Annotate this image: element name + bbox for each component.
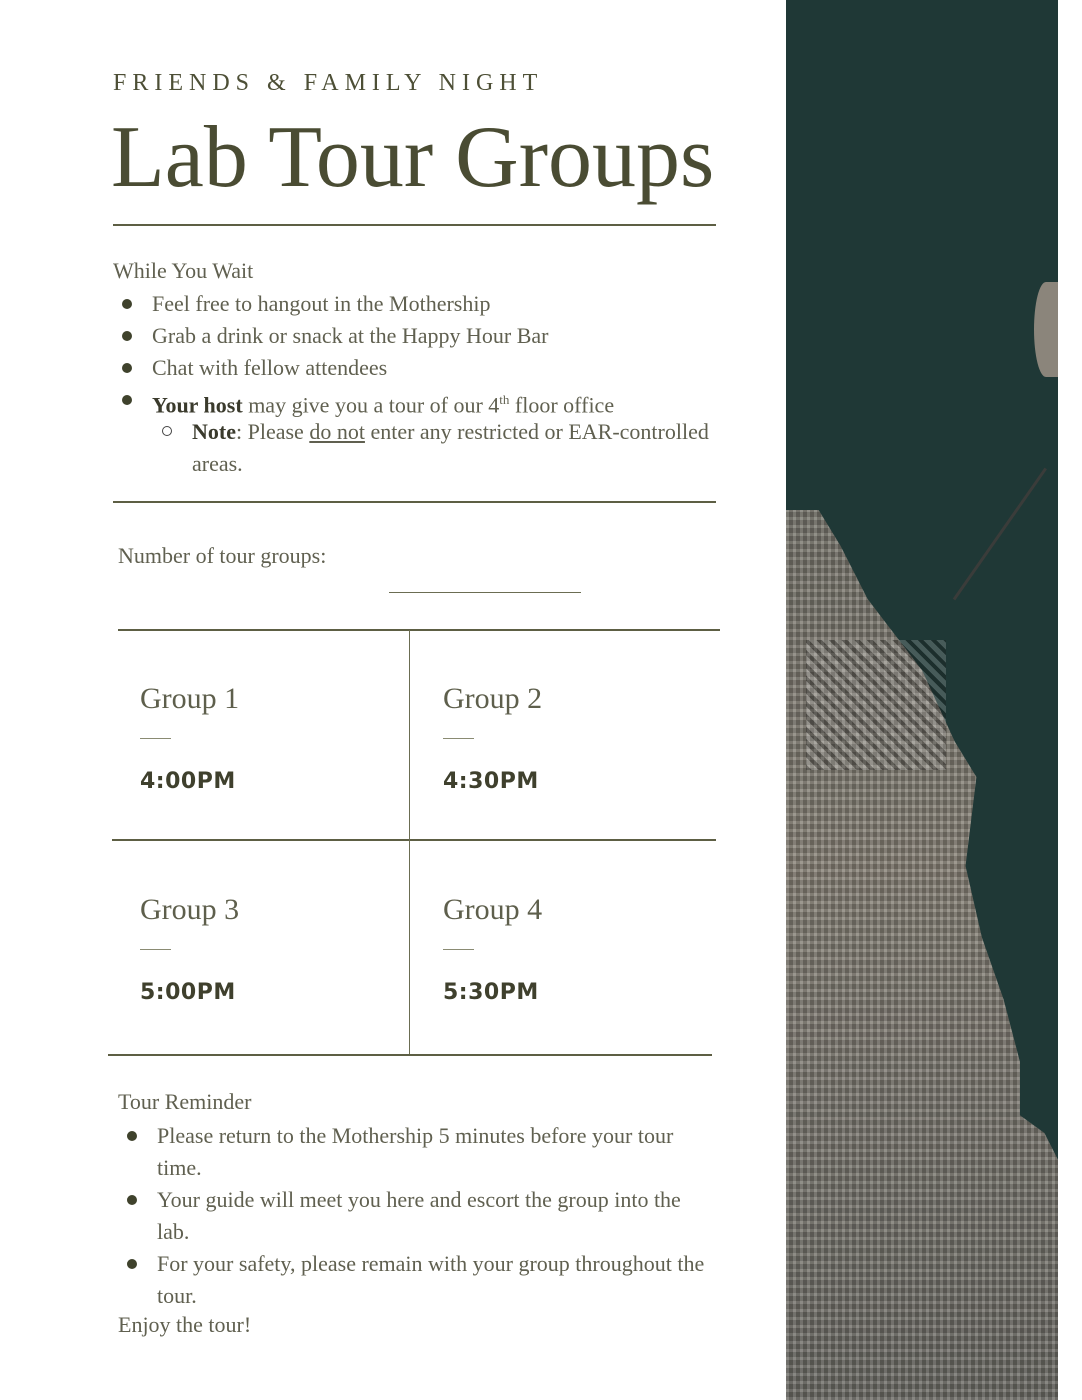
dash-divider	[140, 949, 171, 950]
group-cell	[443, 893, 703, 1005]
downtown-texture	[806, 640, 946, 770]
bullet-icon	[122, 395, 132, 405]
grid-bottom-rule	[108, 1054, 712, 1056]
list-item: Your guide will meet you here and escort the group into the lab.	[157, 1184, 717, 1248]
note-label: Note	[192, 419, 236, 444]
grid-center-divider	[409, 630, 410, 1054]
event-kicker: FRIENDS & FAMILY NIGHT	[113, 70, 544, 96]
bullet-icon	[127, 1195, 137, 1205]
list-item: Please return to the Mothership 5 minutes before your tour time.	[157, 1120, 717, 1184]
grid-middle-rule	[112, 839, 716, 841]
group-time: 4:30PM	[443, 769, 539, 794]
tour-reminder-list	[157, 1120, 717, 1312]
host-label: Your host	[152, 392, 243, 418]
group-cell	[140, 682, 400, 794]
group-time: 5:00PM	[140, 980, 236, 1005]
dash-divider	[140, 738, 171, 739]
hollow-bullet-icon	[162, 426, 172, 436]
group-time: 4:00PM	[140, 769, 236, 794]
group-name: Group 1	[140, 682, 240, 715]
list-item: For your safety, please remain with your group throughout the tour.	[157, 1248, 717, 1312]
group-time: 5:30PM	[443, 980, 539, 1005]
bullet-icon	[127, 1259, 137, 1269]
page-title: Lab Tour Groups	[111, 109, 715, 206]
list-item: Grab a drink or snack at the Happy Hour Bar	[152, 320, 732, 352]
groups-count-blank	[389, 592, 581, 593]
closing-message: Enjoy the tour!	[118, 1312, 252, 1337]
bridge-shape	[953, 468, 1047, 601]
grid-top-rule	[118, 629, 720, 631]
bullet-icon	[122, 299, 132, 309]
island-shape	[1034, 282, 1058, 377]
group-name: Group 3	[140, 893, 240, 926]
groups-count-label: Number of tour groups:	[118, 543, 327, 568]
while-you-wait-heading: While You Wait	[113, 258, 254, 283]
title-divider	[113, 224, 716, 226]
bullet-icon	[122, 331, 132, 341]
tour-reminder-heading: Tour Reminder	[118, 1089, 252, 1114]
bullet-icon	[122, 363, 132, 373]
list-item-host: Your host may give you a tour of our 4th floor office	[152, 384, 732, 421]
group-cell	[443, 682, 703, 794]
do-not-emphasis: do not	[309, 419, 365, 444]
list-item: Chat with fellow attendees	[152, 352, 732, 384]
note-item: Note: Please do not enter any restricted or EAR-controlled areas.	[192, 416, 712, 480]
dash-divider	[443, 738, 474, 739]
aerial-city-photo	[786, 0, 1058, 1400]
group-cell	[140, 893, 400, 1005]
bullet-icon	[127, 1131, 137, 1141]
list-item: Feel free to hangout in the Mothership	[152, 288, 732, 320]
while-you-wait-list	[152, 288, 732, 421]
group-name: Group 4	[443, 893, 543, 926]
group-name: Group 2	[443, 682, 543, 715]
section-divider	[113, 501, 716, 503]
dash-divider	[443, 949, 474, 950]
